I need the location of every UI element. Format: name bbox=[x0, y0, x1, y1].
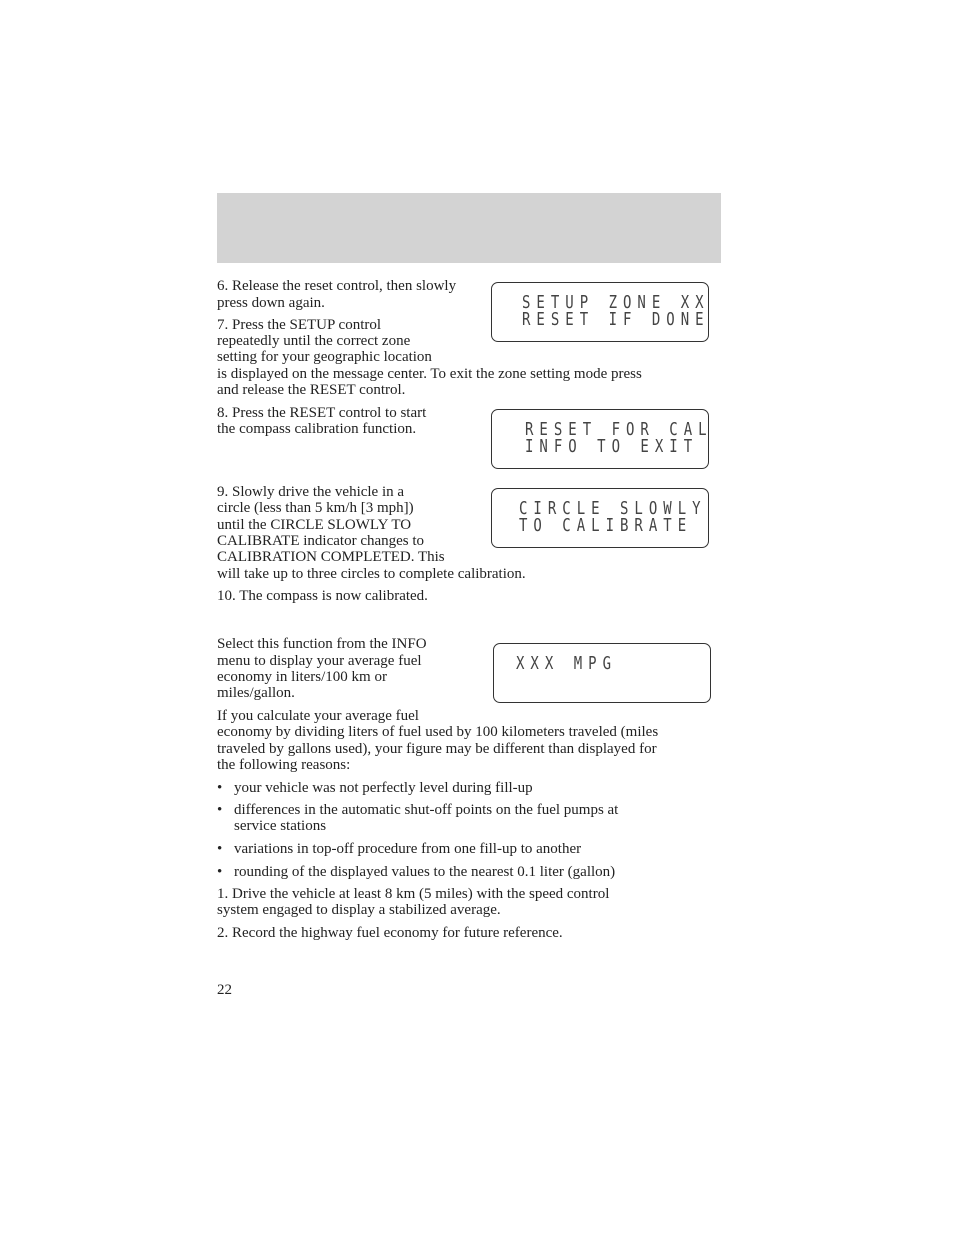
bullet-icon: • bbox=[217, 802, 223, 818]
step-9-line: CALIBRATION COMPLETED. This bbox=[217, 549, 445, 565]
step-9-line: CALIBRATE indicator changes to bbox=[217, 533, 425, 549]
lcd-setup-zone bbox=[491, 282, 709, 342]
bullet-icon: • bbox=[217, 841, 223, 857]
info-line: Select this function from the INFO bbox=[217, 636, 427, 652]
step-9-line: circle (less than 5 km/h [3 mph]) bbox=[217, 500, 414, 516]
step-7-line: 7. Press the SETUP control bbox=[217, 317, 382, 333]
step-9-line: 9. Slowly drive the vehicle in a bbox=[217, 484, 405, 500]
lcd-reset-for-cal bbox=[491, 409, 713, 469]
info-line: miles/gallon. bbox=[217, 685, 295, 701]
lcd-line: TO CALIBRATE bbox=[519, 516, 693, 536]
lcd-line: SETUP ZONE XX bbox=[522, 293, 710, 313]
page-number: 22 bbox=[217, 982, 232, 998]
lcd-line: INFO TO EXIT bbox=[525, 437, 699, 457]
lcd-mpg bbox=[493, 643, 711, 703]
list-item-text: service stations bbox=[234, 818, 327, 834]
lcd-line: RESET IF DONE bbox=[522, 310, 710, 330]
drive-line: 1. Drive the vehicle at least 8 km (5 miles) with the speed control bbox=[217, 886, 610, 902]
step-8-line: the compass calibration function. bbox=[217, 421, 417, 437]
drive-line: system engaged to display a stabilized average. bbox=[217, 902, 501, 918]
calc-line: traveled by gallons used), your figure may be different than displayed for bbox=[217, 741, 657, 757]
lcd-line: XXX MPG bbox=[516, 654, 618, 674]
section-header-bar bbox=[217, 193, 721, 263]
bullet-icon: • bbox=[217, 780, 223, 796]
step-9-line: will take up to three circles to complete calibration. bbox=[217, 566, 526, 582]
step-7-line: setting for your geographic location bbox=[217, 349, 432, 365]
step-7-line: and release the RESET control. bbox=[217, 382, 406, 398]
calc-line: If you calculate your average fuel bbox=[217, 708, 419, 724]
step-9-line: until the CIRCLE SLOWLY TO bbox=[217, 517, 412, 533]
info-line: economy in liters/100 km or bbox=[217, 669, 387, 685]
calc-line: the following reasons: bbox=[217, 757, 351, 773]
step-7-line: repeatedly until the correct zone bbox=[217, 333, 411, 349]
step-7-line: is displayed on the message center. To exit the zone setting mode press bbox=[217, 366, 642, 382]
step-8-line: 8. Press the RESET control to start bbox=[217, 405, 427, 421]
lcd-line: CIRCLE SLOWLY bbox=[519, 499, 707, 519]
list-item-text: variations in top-off procedure from one fill-up to another bbox=[234, 841, 582, 857]
info-line: menu to display your average fuel bbox=[217, 653, 422, 669]
list-item-text: differences in the automatic shut-off points on the fuel pumps at bbox=[234, 802, 619, 818]
record-line: 2. Record the highway fuel economy for future reference. bbox=[217, 925, 563, 941]
list-item-text: rounding of the displayed values to the nearest 0.1 liter (gallon) bbox=[234, 864, 616, 880]
lcd-line: RESET FOR CAL bbox=[525, 420, 713, 440]
list-item-text: your vehicle was not perfectly level during fill-up bbox=[234, 780, 533, 796]
step-10-text: 10. The compass is now calibrated. bbox=[217, 588, 428, 604]
lcd-circle-slowly bbox=[491, 488, 709, 548]
calc-line: economy by dividing liters of fuel used by 100 kilometers traveled (miles bbox=[217, 724, 659, 740]
step-6-text: 6. Release the reset control, then slowly press down again. bbox=[217, 278, 457, 311]
bullet-icon: • bbox=[217, 864, 223, 880]
